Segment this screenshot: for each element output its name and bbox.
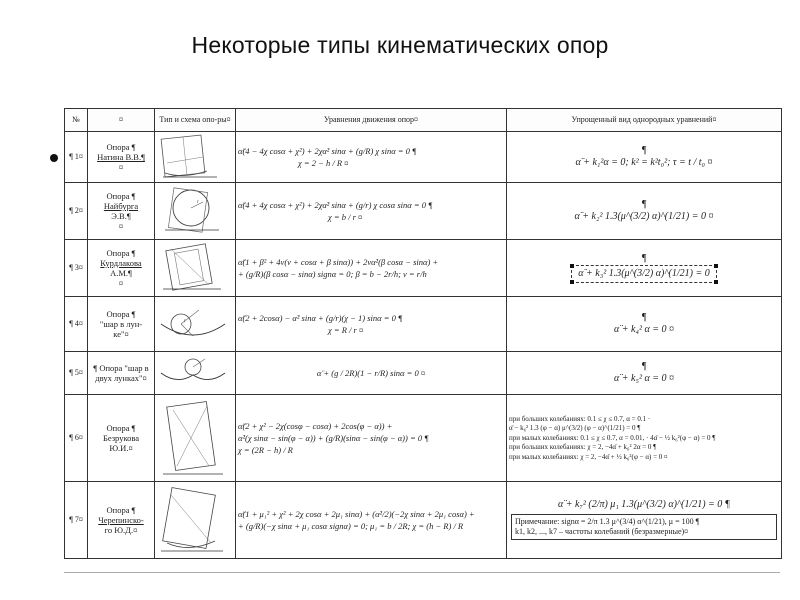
row-number: ¶ 2¤ [65,183,88,240]
motion-equation: α̈(1 + β² + 4ν(ν + cosα + β sinα)) + 2να̇²(β cosα − sinα) + + (g/R)(β cosα − sinα) signα = 0; β = b − 2r/h; ν = r/h [236,240,507,297]
row-number: ¶ 7¤ [65,482,88,559]
header-simplified: Упрощенный вид однородных уравнений¤ [507,109,782,132]
header-number: № [65,109,88,132]
scheme-6-drawing [157,396,229,480]
scheme-5-drawing [157,353,229,393]
row-number: ¶ 3¤ [65,240,88,297]
table-row [65,395,782,482]
table-row [65,132,782,183]
page-bottom-edge [64,572,780,573]
scheme-2-drawing [157,184,229,238]
scheme-1-drawing [157,133,229,181]
motion-equation: α̈(2 + 2cosα) − α̇² sinα + (g/r)(χ − 1) sinα = 0 ¶ χ = R / r ¤ [236,297,507,352]
svg-text:r: r [184,319,186,324]
motion-equation: α̈(4 + 4χ cosα + χ²) + 2χα̇² sinα + (g/r) χ cosα sinα = 0 ¶ χ = b / r ¤ [236,183,507,240]
support-name: Опора ¶ Безрукова Ю.И.¤ [88,395,155,482]
note-box: Примечание: signα = 2/π 1.3 μ^(3/4) α^(1/21), μ = 100 ¶ k1, k2, ..., k7 – частоты колебаний (безразмерные)¤ [511,514,777,539]
support-name: Опора ¶ Найбурга Э.В.¶ ¤ [88,183,155,240]
row-number: ¶ 1¤ [65,132,88,183]
table-row [65,183,782,240]
header-equations: Уравнения движения опор¤ [236,109,507,132]
support-scheme-drawing [155,482,236,559]
support-scheme-drawing [155,352,236,395]
support-scheme-drawing [155,395,236,482]
support-scheme-drawing [155,132,236,183]
row-number: ¶ 4¤ [65,297,88,352]
scheme-3-drawing [157,241,229,295]
support-name: Опора ¶ Курдлакова А.М.¶ ¤ [88,240,155,297]
scheme-4-drawing [157,298,229,350]
selected-equation-box[interactable]: α̈ + k₃² 1.3(μ^(3/2) α)^(1/21) = 0 [571,265,716,283]
slide-title: Некоторые типы кинематических опор [191,32,609,58]
simplified-equation: ¶ α̈ + k₁²α = 0; k² = k²t₀²; τ = t / t₀ ¤ [507,132,782,183]
support-name: Опора ¶ Черепинско- го Ю.Д.¤ [88,482,155,559]
table-row [65,297,782,352]
motion-equation: α̈(1 + μ₁² + χ² + 2χ cosα + 2μ₁ sinα) + (α̇²/2)(−2χ sinα + 2μ₁ cosα) + + (g/R)(−χ sinα + μ₁ cosα signα) = 0; μ₁ = b / 2R; χ = (h − R) / R [236,482,507,559]
simplified-equation: ¶ α̈ + k₅² α = 0 ¤ [507,352,782,395]
motion-equation: α̈(4 − 4χ cosα + χ²) + 2χα̇² sinα + (g/R) χ sinα = 0 ¶ χ = 2 − h / R ¤ [236,132,507,183]
table-row [65,240,782,297]
support-scheme-drawing [155,183,236,240]
row-number: ¶ 6¤ [65,395,88,482]
motion-equation: α̈ + (g / 2R)(1 − r/R) sinα = 0 ¤ [236,352,507,395]
simplified-equation: ¶ α̈ + k₃² 1.3(μ^(3/2) α)^(1/21) = 0 [507,240,782,297]
support-name: ¶ Опора "шар в двух лунках"¤ [88,352,155,395]
simplified-equation: ¶ α̈ + k₄² α = 0 ¤ [507,297,782,352]
header-mark: ¤ [88,109,155,132]
simplified-equation: α̈ + k₇² (2/π) μ₁ 1.3(μ^(3/2) α)^(1/21) = 0 ¶ Примечание: signα = 2/π 1.3 μ^(3/4) α^(1/21), μ = 100 ¶ k1, k2, ..., k7 – частоты колебаний (безразмерные)¤ [507,482,782,559]
svg-text:r: r [197,200,199,205]
row-number: ¶ 5¤ [65,352,88,395]
table-header-row [65,109,782,132]
simplified-equation: ¶ α̈ + k₂² 1.3(μ^(3/2) α)^(1/21) = 0 ¤ [507,183,782,240]
scheme-7-drawing [157,483,229,557]
simplified-equation: при больших колебаниях: 0.1 ≤ χ ≤ 0.7, α = 0.1 · α̈ − k₆² 1.3 (φ − α) μ^(3/2) (φ − α)^(1/21) = 0 ¶ при малых колебаниях: 0.1 ≤ χ ≤ 0.7, α = 0.01, · 4α̈ − ½ k₆²(φ − α) = 0 ¶ при больших колебаниях: χ = 2, −4α̈ + k₆² 2α = 0 ¶ при малых колебаниях: χ = 2, −4α̈ + ½ k₆²(φ − α) = 0 ¤ [507,395,782,482]
header-scheme: Тип и схема опо-ры¤ [155,109,236,132]
table-row [65,352,782,395]
support-name: Опора ¶ Натина В.В.¶ ¤ [88,132,155,183]
bullet-point [50,154,58,162]
supports-table-sheet [64,108,780,570]
support-scheme-drawing [155,240,236,297]
table-row [65,482,782,559]
support-name: Опора ¶ "шар в лун- ке"¤ [88,297,155,352]
supports-table [64,108,782,559]
support-scheme-drawing [155,297,236,352]
motion-equation: α̈(2 + χ² − 2χ(cosφ − cosα) + 2cos(φ − α)) + α̇²(χ sinα − sin(φ − α)) + (g/R)(sinα − sin(φ − α)) = 0 ¶ χ = (2R − h) / R [236,395,507,482]
